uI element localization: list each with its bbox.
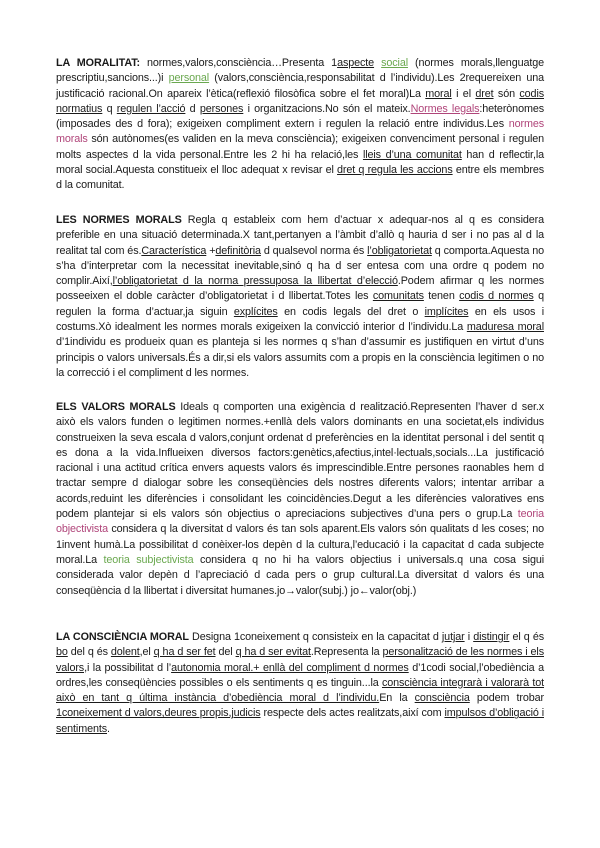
underlined-term: impulsos d’obligació i sentiments <box>56 707 544 735</box>
underlined-term: regulen l’acció <box>116 102 186 115</box>
text-run: el q és <box>509 631 544 643</box>
underlined-term: jutjar <box>441 631 465 643</box>
text-run: han d reflectir,la moral social.Aquesta constitueix el lloc adequat x revisar el <box>56 148 544 177</box>
text-run: en codis legals del dret o <box>277 305 425 318</box>
paragraph-consciencia-moral <box>56 630 544 737</box>
text-run: i <box>464 631 474 643</box>
text-run: i el <box>451 87 476 100</box>
underlined-term: codis normatius <box>56 87 544 115</box>
text-run: ,el <box>139 646 154 659</box>
text-run: i la possibilitat d l’ <box>86 661 172 674</box>
text-run: del q és <box>67 646 111 659</box>
underlined-term: lleis d’una comunitat <box>362 148 462 161</box>
text-run: podem trobar <box>469 692 544 705</box>
text-run: + <box>206 244 216 257</box>
underlined-term: dolent <box>110 646 140 659</box>
text-run: són autònomes(es validen en la meva consciència); exigeixen convenciment personal i regulen molts aspectes d la vida personal.Entre les 2 hi ha relació,les <box>56 133 544 161</box>
underlined-term: autonomia moral.+ enllà del compliment d normes <box>171 661 409 674</box>
text-run: q comporta.Aquesta no s’ha d’interpretar com la necessitat inevitable,sinó q ha d ser entesa com una ordre q podem no complir.Així, <box>56 244 544 288</box>
underlined-term: l’obligatorietat <box>367 244 432 257</box>
underlined-term: bo <box>56 646 68 659</box>
highlighted-term: normes morals <box>56 118 544 146</box>
text-run: Designa 1coneixement q consisteix en la capacitat d <box>188 631 442 643</box>
text-run: d’1codi social,l’obediència a ordres,les conseqüències possibles o els sentiments q es tinguin...la <box>56 661 545 689</box>
text-run: q <box>102 102 117 115</box>
underlined-term: 1coneixement d valors,deures propis,judicis <box>56 707 261 720</box>
underlined-term: explícites <box>233 305 278 318</box>
underlined-term: consciència integrarà i valorarà tot això en tant q última instància d’obediència moral d l’individu. <box>56 676 545 705</box>
underlined-term: distingir <box>473 631 510 643</box>
underlined-term: dret <box>475 87 494 100</box>
text-run: són <box>493 87 520 100</box>
paragraph-normes-morals <box>56 213 544 381</box>
underlined-term: maduresa moral <box>466 321 544 334</box>
underlined-term: personalització de les normes i els valors, <box>56 646 544 674</box>
text-run: En la <box>379 692 415 705</box>
underlined-term: persones <box>199 102 244 115</box>
section-heading: LES NORMES MORALS <box>56 214 182 226</box>
underlined-term: dret q regula les accions <box>337 164 453 177</box>
text-run: respecte dels actes realitzats,així com <box>260 707 445 720</box>
text-run: Regla q estableix com hem d’actuar x adequar-nos al q es considera preferible en una situació determinada.X tant,pertanyen a l’àmbit d’allò q hauria d ser i no pas al d la realitat tal com és. <box>56 214 544 257</box>
underlined-term: l’obligatorietat d la norma pressuposa la llibertat d’elecció <box>112 275 398 288</box>
text-run: q regulen la forma d’actuar,ja siguin <box>56 290 545 318</box>
text-run: i organitzacions.No són el mateix. <box>243 102 411 115</box>
text-run: del <box>215 646 236 659</box>
text-run: en els usos i costums.Xò idealment les normes morals exigeixen la convicció interior d l’individu.La <box>56 305 544 334</box>
text-run: d’1individu es produeix quan es planteja si les normes q s’han d’assumir es justifiquen en virtut d’uns principis o valors universals.És a dir,si els valors assumits com a propis en la consciència legitimen o no la correcció i el compliment d les normes. <box>56 336 544 379</box>
highlighted-term: Normes legals <box>410 102 480 115</box>
section-heading: ELS VALORS MORALS <box>56 401 176 413</box>
underlined-term: Característica <box>141 244 207 257</box>
text-run: considera q no hi ha valors objectius i universals.q una cosa sigui considerada valor depèn d l’apreciació d cada pers o grup cultural.La diversitat d valors és una conseqüència d la llibertat i diversitat humanes.jo→valor(subj.) jo←valor(obj.) <box>56 553 544 597</box>
underlined-term: consciència <box>414 692 470 705</box>
underlined-term: aspecte <box>337 57 375 69</box>
text-run: . <box>107 722 110 735</box>
text-run: d <box>185 102 200 115</box>
text-run: (valors,consciència,responsabilitat d l’individu).Les 2requereixen una justificació racional.On apareix l’ètica(reflexió filosòfica sobre el fet moral)La <box>56 72 544 100</box>
section-heading: LA CONSCIÈNCIA MORAL <box>56 631 189 643</box>
highlighted-term: personal <box>168 72 210 85</box>
underlined-term: q ha d ser fet <box>153 646 216 659</box>
highlighted-term: teoria subjectivista <box>103 553 194 566</box>
text-run: (normes morals,llenguatge prescriptiu,sancions...)i <box>56 57 544 85</box>
text-run: tenen <box>423 290 460 303</box>
text-run: considera q la diversitat d valors és tan sols aparent.Els valors són qualitats d les coses; no 1invent humà.La possibilitat d conèixer-los depèn d la cultura,l’educació i la capacitat d cada subjecte moral.La <box>56 523 544 566</box>
text-run: normes,valors,consciència…Presenta 1 <box>139 57 338 69</box>
paragraph-moralitat <box>56 56 544 194</box>
highlighted-term: teoria objectivista <box>56 508 544 536</box>
text-run: .Podem afirmar q les normes posseeixen el doble caràcter d’obligatorietat i d llibertat.Totes les <box>56 275 544 303</box>
text-run: .Representa la <box>310 646 383 659</box>
text-run: :heterònomes (imposades des d fora); exigeixen compliment extern i regulen la relació entre individus.Les <box>56 102 544 131</box>
text-run: entre els membres d la comunitat. <box>56 164 544 192</box>
paragraph-valors-morals <box>56 400 544 599</box>
text-run: Ideals q comporten una exigència d realització.Representen l’haver d ser.x això els valors funden o legitimen normes.+enllà dels valors dominants en una societat,els individus construeixen la seva escala d valors,conjunt ordenat d preferències en la identitat personal i del sentit q es dona a la vida.Influeixen diversos factors:genètics,afectius,intel·lectuals,socials...La justificació racional i una actitud crítica envers aquests valors és imprescindible.Entre persones raonables hem d tractar sempre d dialogar sobre les conseqüències dels nostres diferents valors; intentar arribar a acords,reduint les diferències i consolidant les coincidències.Degut a les diferències valoratives ens podem plantejar si els valors són objectius o apreciacions subjectives d’una pers o grup.La <box>56 401 544 521</box>
underlined-term: moral <box>425 87 452 100</box>
underlined-term: definitòria <box>215 244 261 257</box>
underlined-term: comunitats <box>372 290 424 303</box>
underlined-term: q ha d ser evitat <box>235 646 311 659</box>
underlined-term: codis d normes <box>459 290 534 303</box>
highlighted-term: social <box>381 57 408 69</box>
underlined-term: implícites <box>424 305 469 318</box>
section-heading: LA MORALITAT: <box>56 57 140 69</box>
text-run: d qualsevol norma és <box>260 244 368 257</box>
